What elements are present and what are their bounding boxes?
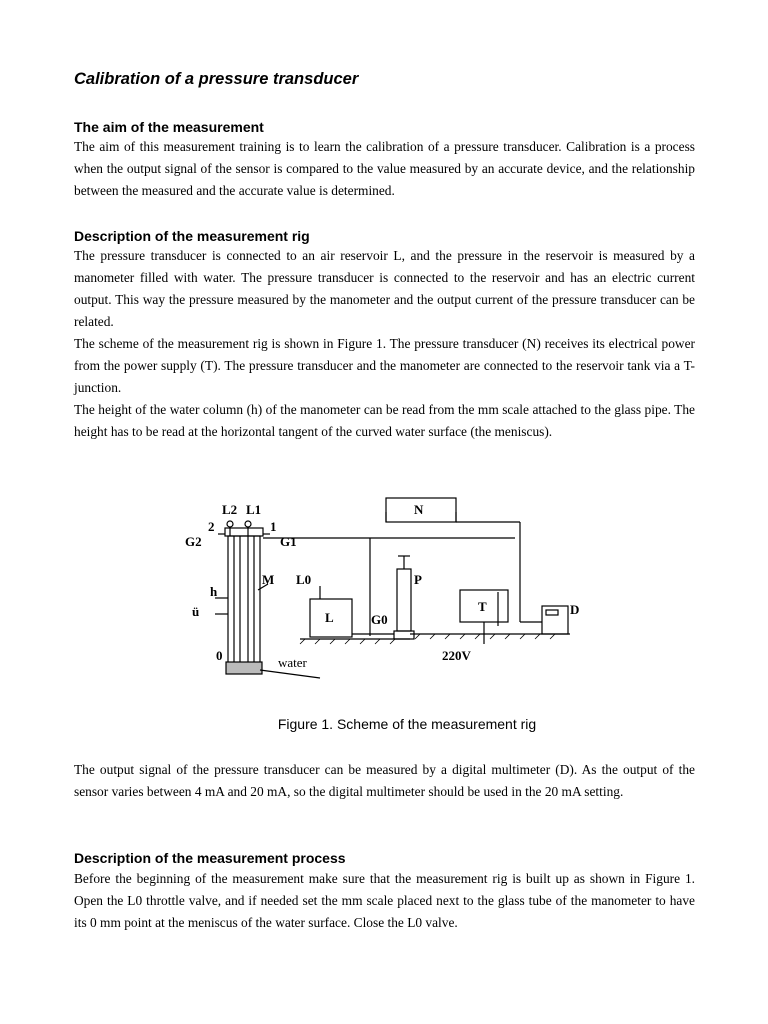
label-220v: 220V [442,648,471,663]
output-paragraph: The output signal of the pressure transducer can be measured by a digital multimeter (D). As the output of the sensor varies between 4 mA and 20 mA, so the digital multimeter should be used in the 20 mA setting. [74,762,695,799]
figure-caption: Figure 1. Scheme of the measurement rig [277,716,537,732]
label-l1: L1 [246,502,262,517]
label-h: h [210,584,218,599]
process-paragraph: Before the beginning of the measurement make sure that the measurement rig is built up as shown in Figure 1. Open the L0 throttle valve, and if needed set the mm scale placed next to the glass tube of the manometer to have its 0 mm point at the meniscus of the water surface. Close the L0 valve. [74,871,695,930]
label-t: T [478,599,487,614]
measurement-rig-figure [170,494,590,694]
section-heading-rig: Description of the measurement rig [74,228,310,244]
label-g0: G0 [371,612,388,627]
label-1: 1 [270,519,277,534]
label-p: P [414,572,422,587]
label-l2: L2 [222,502,238,517]
label-u: ü [192,604,200,619]
document-title: Calibration of a pressure transducer [74,70,359,88]
aim-paragraph: The aim of this measurement training is to learn the calibration of a pressure transducer. Calibration is a process when the output signal of the sensor is compared to the value measured by an accurate device, and the relationship between the measured and the accurate value is determined. [74,139,695,198]
label-n: N [414,502,424,517]
label-0: 0 [216,648,223,663]
rig-paragraph-2: The scheme of the measurement rig is shown in Figure 1. The pressure transducer (N) receives its electrical power from the power supply (T). The pressure transducer and the manometer are connected to the reservoir tank via a T-junction. [74,336,695,395]
label-m: M [262,572,275,587]
label-l: L [325,610,334,625]
label-g2: G2 [185,534,202,549]
label-g1: G1 [280,534,297,549]
label-d: D [570,602,580,617]
rig-paragraph-1: The pressure transducer is connected to an air reservoir L, and the pressure in the reservoir is measured by a manometer filled with water. The pressure transducer is connected to the reservoir and has an electric current output. This way the pressure measured by the manometer and the output current of the pressure transducer can be related. [74,248,695,329]
label-2: 2 [208,519,215,534]
label-water: water [278,655,307,670]
section-heading-process: Description of the measurement process [74,850,346,866]
section-heading-aim: The aim of the measurement [74,119,264,135]
label-l0: L0 [296,572,312,587]
rig-paragraph-3: The height of the water column (h) of the manometer can be read from the mm scale attached to the glass pipe. The height has to be read at the horizontal tangent of the curved water surface (the meniscus). [74,402,695,439]
